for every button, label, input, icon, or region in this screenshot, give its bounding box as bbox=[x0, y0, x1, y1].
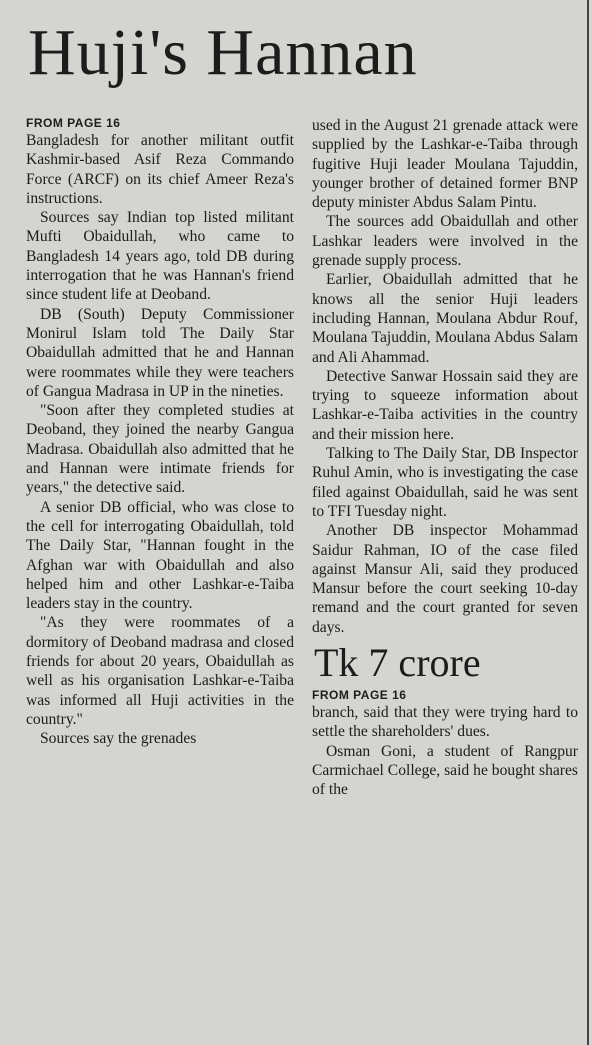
paragraph: used in the August 21 grenade attack were supplied by the Lashkar-e-Taiba through fugitive Huji leader Moulana Tajuddin, younger brother of detained former BNP deputy minister Abdus Salam Pintu. bbox=[312, 117, 578, 212]
page-edge-rule bbox=[587, 0, 589, 1045]
paragraph: A senior DB official, who was close to the cell for interrogating Obaidullah, told The Daily Star, "Hannan fought in the Afghan war with Obaidullah and also helped him and other Lashkar-e-Taiba leaders stay in the country. bbox=[26, 498, 294, 613]
paragraph: Another DB inspector Mohammad Saidur Rahman, IO of the case filed against Mansur Ali, said they produced Mansur before the court seeking 10-day remand and the court granted for seven days. bbox=[312, 522, 578, 636]
paragraph: Bangladesh for another militant outfit Kashmir-based Asif Reza Commando Force (ARCF) on its chief Ameer Reza's instructions. bbox=[26, 132, 294, 207]
left-column bbox=[26, 116, 294, 749]
second-story-kicker: FROM PAGE 16 bbox=[312, 688, 407, 703]
paragraph: Sources say Indian top listed militant Mufti Obaidullah, who came to Bangladesh 14 years ago, told DB during interrogation that he was Hannan's friend since student life at Deoband. bbox=[26, 209, 294, 304]
paragraph: "As they were roommates of a dormitory of Deoband madrasa and closed friends for about 20 years, Obaidullah as well as his organisation Lashkar-e-Taiba was informed all Huji activities in the country." bbox=[26, 614, 294, 728]
paragraph: Earlier, Obaidullah admitted that he knows all the senior Huji leaders including Hannan, Moulana Abdur Rouf, Moulana Tajuddin, Moulana Abdus Salam and Ali Ahammad. bbox=[312, 271, 578, 366]
paragraph: branch, said that they were trying hard to settle the shareholders' dues. bbox=[312, 704, 578, 741]
paragraph: Osman Goni, a student of Rangpur Carmichael College, said he bought shares of the bbox=[312, 742, 578, 799]
paragraph: DB (South) Deputy Commissioner Monirul Islam told The Daily Star Obaidullah admitted that he and Hannan were roommates while they were teachers of Gangua Madrasa in UP in the nineties. bbox=[26, 305, 294, 400]
continuation-kicker: FROM PAGE 16 bbox=[26, 116, 121, 130]
second-story-headline: Tk 7 crore bbox=[314, 640, 481, 686]
paragraph: "Soon after they completed studies at Deoband, they joined the nearby Gangua Madrasa. Obaidullah also admitted that he and Hannan were intimate friends for years," the detective said. bbox=[26, 402, 294, 497]
paragraph: Talking to The Daily Star, DB Inspector Ruhul Amin, who is investigating the case filed against Obaidullah, said he was sent to TFI Tuesday night. bbox=[312, 445, 578, 520]
paragraph: Sources say the grenades bbox=[40, 730, 197, 748]
paragraph: The sources add Obaidullah and other Lashkar leaders were involved in the grenade supply process. bbox=[312, 213, 578, 270]
paragraph: Detective Sanwar Hossain said they are trying to squeeze information about Lashkar-e-Taiba activities in the country and their mission here. bbox=[312, 367, 578, 443]
right-column bbox=[312, 116, 578, 800]
headline: Huji's Hannan bbox=[28, 16, 418, 89]
